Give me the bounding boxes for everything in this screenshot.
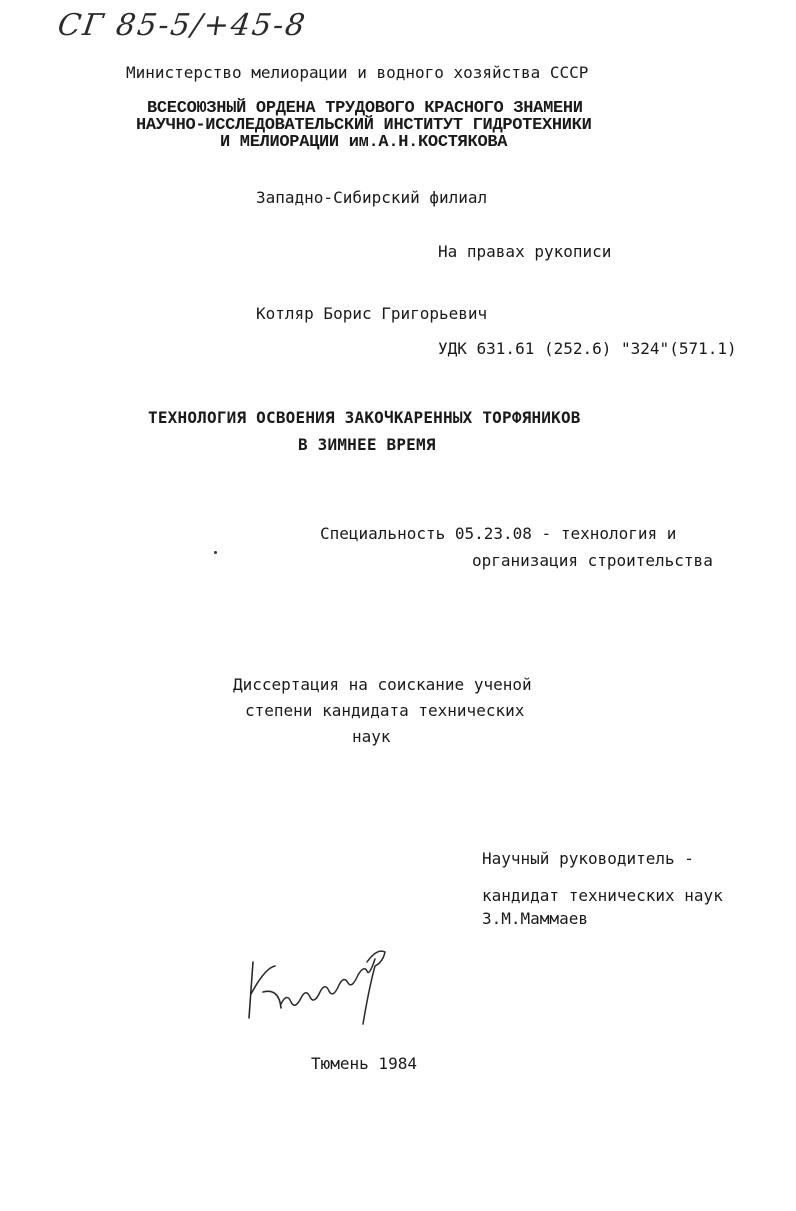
degree-line-3: наук — [352, 727, 391, 746]
author-name: Котляр Борис Григорьевич — [256, 304, 488, 323]
thesis-title-line-1: ТЕХНОЛОГИЯ ОСВОЕНИЯ ЗАКОЧКАРЕННЫХ ТОРФЯНИКОВ — [148, 408, 581, 427]
archive-handwritten-mark: СГ 85-5/+45-8 — [55, 8, 309, 43]
place-and-year: Тюмень 1984 — [311, 1054, 417, 1073]
manuscript-note: На правах рукописи — [438, 242, 612, 261]
institute-name-line-1: ВСЕСОЮЗНЫЙ ОРДЕНА ТРУДОВОГО КРАСНОГО ЗНАМЕНИ — [147, 99, 583, 118]
institute-name-line-3: И МЕЛИОРАЦИИ им.А.Н.КОСТЯКОВА — [220, 133, 508, 152]
institute-name-line-2: НАУЧНО-ИССЛЕДОВАТЕЛЬСКИЙ ИНСТИТУТ ГИДРОТЕХНИКИ — [136, 116, 592, 135]
supervisor-degree: кандидат технических наук — [482, 886, 723, 905]
branch-name: Западно-Сибирский филиал — [256, 188, 488, 207]
specialty-line-1: Специальность 05.23.08 - технология и — [320, 524, 677, 543]
degree-line-1: Диссертация на соискание ученой — [233, 675, 532, 694]
supervisor-name: З.М.Маммаев — [482, 909, 588, 928]
supervisor-label: Научный руководитель - — [482, 849, 694, 868]
thesis-title-line-2: В ЗИМНЕЕ ВРЕМЯ — [298, 435, 436, 454]
ministry-name: Министерство мелиорации и водного хозяйства СССР — [126, 63, 589, 82]
author-signature — [245, 938, 395, 1026]
specialty-line-2: организация строительства — [472, 551, 713, 570]
degree-line-2: степени кандидата технических — [245, 701, 525, 720]
udc-code: УДК 631.61 (252.6) "324"(571.1) — [438, 339, 737, 358]
ink-speck — [214, 551, 217, 554]
